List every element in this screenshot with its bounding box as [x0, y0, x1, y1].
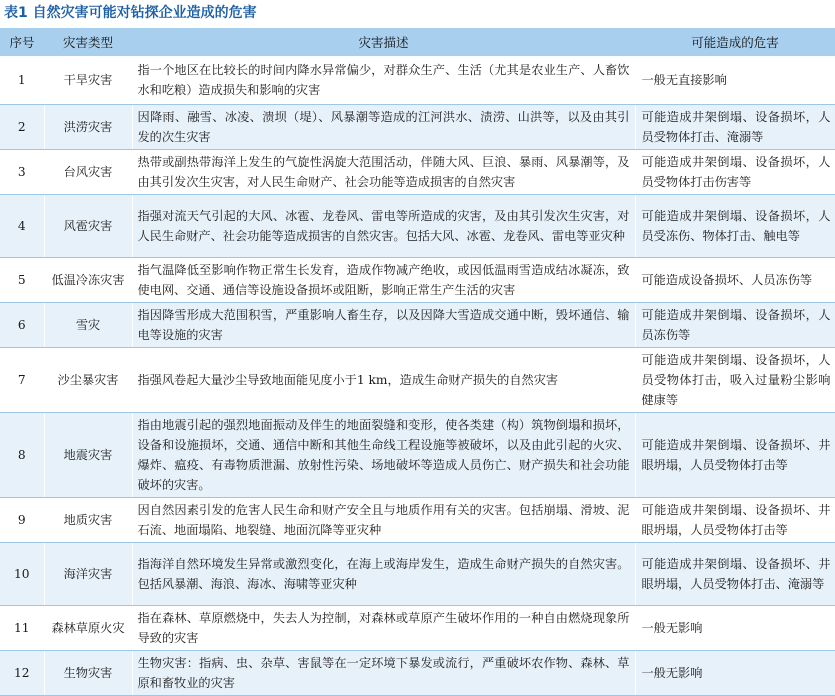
- row-desc: 指强对流天气引起的大风、冰雹、龙卷风、雷电等所造成的灾害，及由其引发次生灾害，对人民生命财产、社会功能等造成损害的自然灾害。包括大风、冰雹、龙卷风、雷电等亚灾种: [132, 194, 635, 257]
- table-header-row: [0, 28, 835, 56]
- row-no: 8: [0, 412, 44, 497]
- table-row: [0, 257, 835, 302]
- row-type: 洪涝灾害: [44, 104, 132, 149]
- header-risk: 可能造成的危害: [635, 28, 835, 56]
- row-no: 4: [0, 194, 44, 257]
- row-no: 1: [0, 56, 44, 104]
- table-row: [0, 605, 835, 650]
- row-risk: 可能造成井架倒塌、设备损坏，人员受冻伤、物体打击、触电等: [635, 194, 835, 257]
- row-no: 9: [0, 497, 44, 542]
- row-risk: 可能造成井架倒塌、设备损坏，人员受物体打击、淹溺等: [635, 104, 835, 149]
- row-risk: 一般无影响: [635, 605, 835, 650]
- row-no: 10: [0, 542, 44, 605]
- row-risk: 可能造成井架倒塌、设备损坏、井眼坍塌，人员受物体打击、淹溺等: [635, 542, 835, 605]
- header-type: 灾害类型: [44, 28, 132, 56]
- row-type: 雪灾: [44, 302, 132, 347]
- row-type: 森林草原火灾: [44, 605, 132, 650]
- row-desc: 生物灾害：指病、虫、杂草、害鼠等在一定环境下暴发或流行，严重破坏农作物、森林、草原和畜牧业的灾害: [132, 650, 635, 695]
- table-row: [0, 104, 835, 149]
- row-desc: 因降雨、融雪、冰凌、溃坝（堤）、风暴潮等造成的江河洪水、渍涝、山洪等，以及由其引发的次生灾害: [132, 104, 635, 149]
- table-row: [0, 650, 835, 695]
- header-no: 序号: [0, 28, 44, 56]
- row-no: 3: [0, 149, 44, 194]
- row-desc: 指由地震引起的强烈地面振动及伴生的地面裂缝和变形，使各类建（构）筑物倒塌和损坏，设备和设施损坏，交通、通信中断和其他生命线工程设施等被破坏，以及由此引起的火灾、爆炸、瘟疫、有毒物质泄漏、放射性污染、场地破坏等造成人员伤亡、财产损失和社会功能破坏的灾害。: [132, 412, 635, 497]
- row-type: 地质灾害: [44, 497, 132, 542]
- row-type: 海洋灾害: [44, 542, 132, 605]
- row-desc: 指因降雪形成大范围积雪，严重影响人畜生存，以及因降大雪造成交通中断，毁坏通信、输电等设施的灾害: [132, 302, 635, 347]
- row-no: 7: [0, 347, 44, 412]
- row-risk: 可能造成井架倒塌、设备损坏，人员受物体打击，吸入过量粉尘影响健康等: [635, 347, 835, 412]
- header-desc: 灾害描述: [132, 28, 635, 56]
- disaster-table: [0, 28, 835, 696]
- row-desc: 指在森林、草原燃烧中，失去人为控制，对森林或草原产生破坏作用的一种自由燃烧现象所导致的灾害: [132, 605, 635, 650]
- row-desc: 指气温降低至影响作物正常生长发育，造成作物减产绝收，或因低温雨雪造成结冰凝冻，致使电网、交通、通信等设施设备损坏或阻断，影响正常生产生活的灾害: [132, 257, 635, 302]
- row-risk: 可能造成井架倒塌、设备损坏、井眼坍塌，人员受物体打击等: [635, 497, 835, 542]
- row-type: 生物灾害: [44, 650, 132, 695]
- row-no: 11: [0, 605, 44, 650]
- row-no: 5: [0, 257, 44, 302]
- row-no: 2: [0, 104, 44, 149]
- row-risk: 可能造成井架倒塌、设备损坏、井眼坍塌，人员受物体打击等: [635, 412, 835, 497]
- row-desc: 指强风卷起大量沙尘导致地面能见度小于1 km，造成生命财产损失的自然灾害: [132, 347, 635, 412]
- table-row: [0, 347, 835, 412]
- row-type: 低温冷冻灾害: [44, 257, 132, 302]
- table-row: [0, 412, 835, 497]
- row-desc: 指海洋自然环境发生异常或激烈变化，在海上或海岸发生，造成生命财产损失的自然灾害。包括风暴潮、海浪、海冰、海啸等亚灾种: [132, 542, 635, 605]
- table-row: [0, 194, 835, 257]
- row-desc: 指一个地区在比较长的时间内降水异常偏少，对群众生产、生活（尤其是农业生产、人畜饮水和吃粮）造成损失和影响的灾害: [132, 56, 635, 104]
- row-type: 地震灾害: [44, 412, 132, 497]
- table-row: [0, 149, 835, 194]
- row-type: 干旱灾害: [44, 56, 132, 104]
- row-no: 12: [0, 650, 44, 695]
- row-risk: 可能造成井架倒塌、设备损坏，人员冻伤等: [635, 302, 835, 347]
- row-desc: 因自然因素引发的危害人民生命和财产安全且与地质作用有关的灾害。包括崩塌、滑坡、泥石流、地面塌陷、地裂缝、地面沉降等亚灾种: [132, 497, 635, 542]
- table-row: [0, 56, 835, 104]
- row-no: 6: [0, 302, 44, 347]
- row-risk: 可能造成设备损坏、人员冻伤等: [635, 257, 835, 302]
- row-type: 风雹灾害: [44, 194, 132, 257]
- row-risk: 可能造成井架倒塌、设备损坏，人员受物体打击伤害等: [635, 149, 835, 194]
- table-caption: 表1 自然灾害可能对钻探企业造成的危害: [4, 5, 257, 21]
- table-row: [0, 542, 835, 605]
- row-type: 沙尘暴灾害: [44, 347, 132, 412]
- row-risk: 一般无影响: [635, 650, 835, 695]
- row-desc: 热带或副热带海洋上发生的气旋性涡旋大范围活动，伴随大风、巨浪、暴雨、风暴潮等，及由其引发次生灾害，对人民生命财产、社会功能等造成损害的自然灾害: [132, 149, 635, 194]
- table-row: [0, 302, 835, 347]
- table-row: [0, 497, 835, 542]
- row-type: 台风灾害: [44, 149, 132, 194]
- row-risk: 一般无直接影响: [635, 56, 835, 104]
